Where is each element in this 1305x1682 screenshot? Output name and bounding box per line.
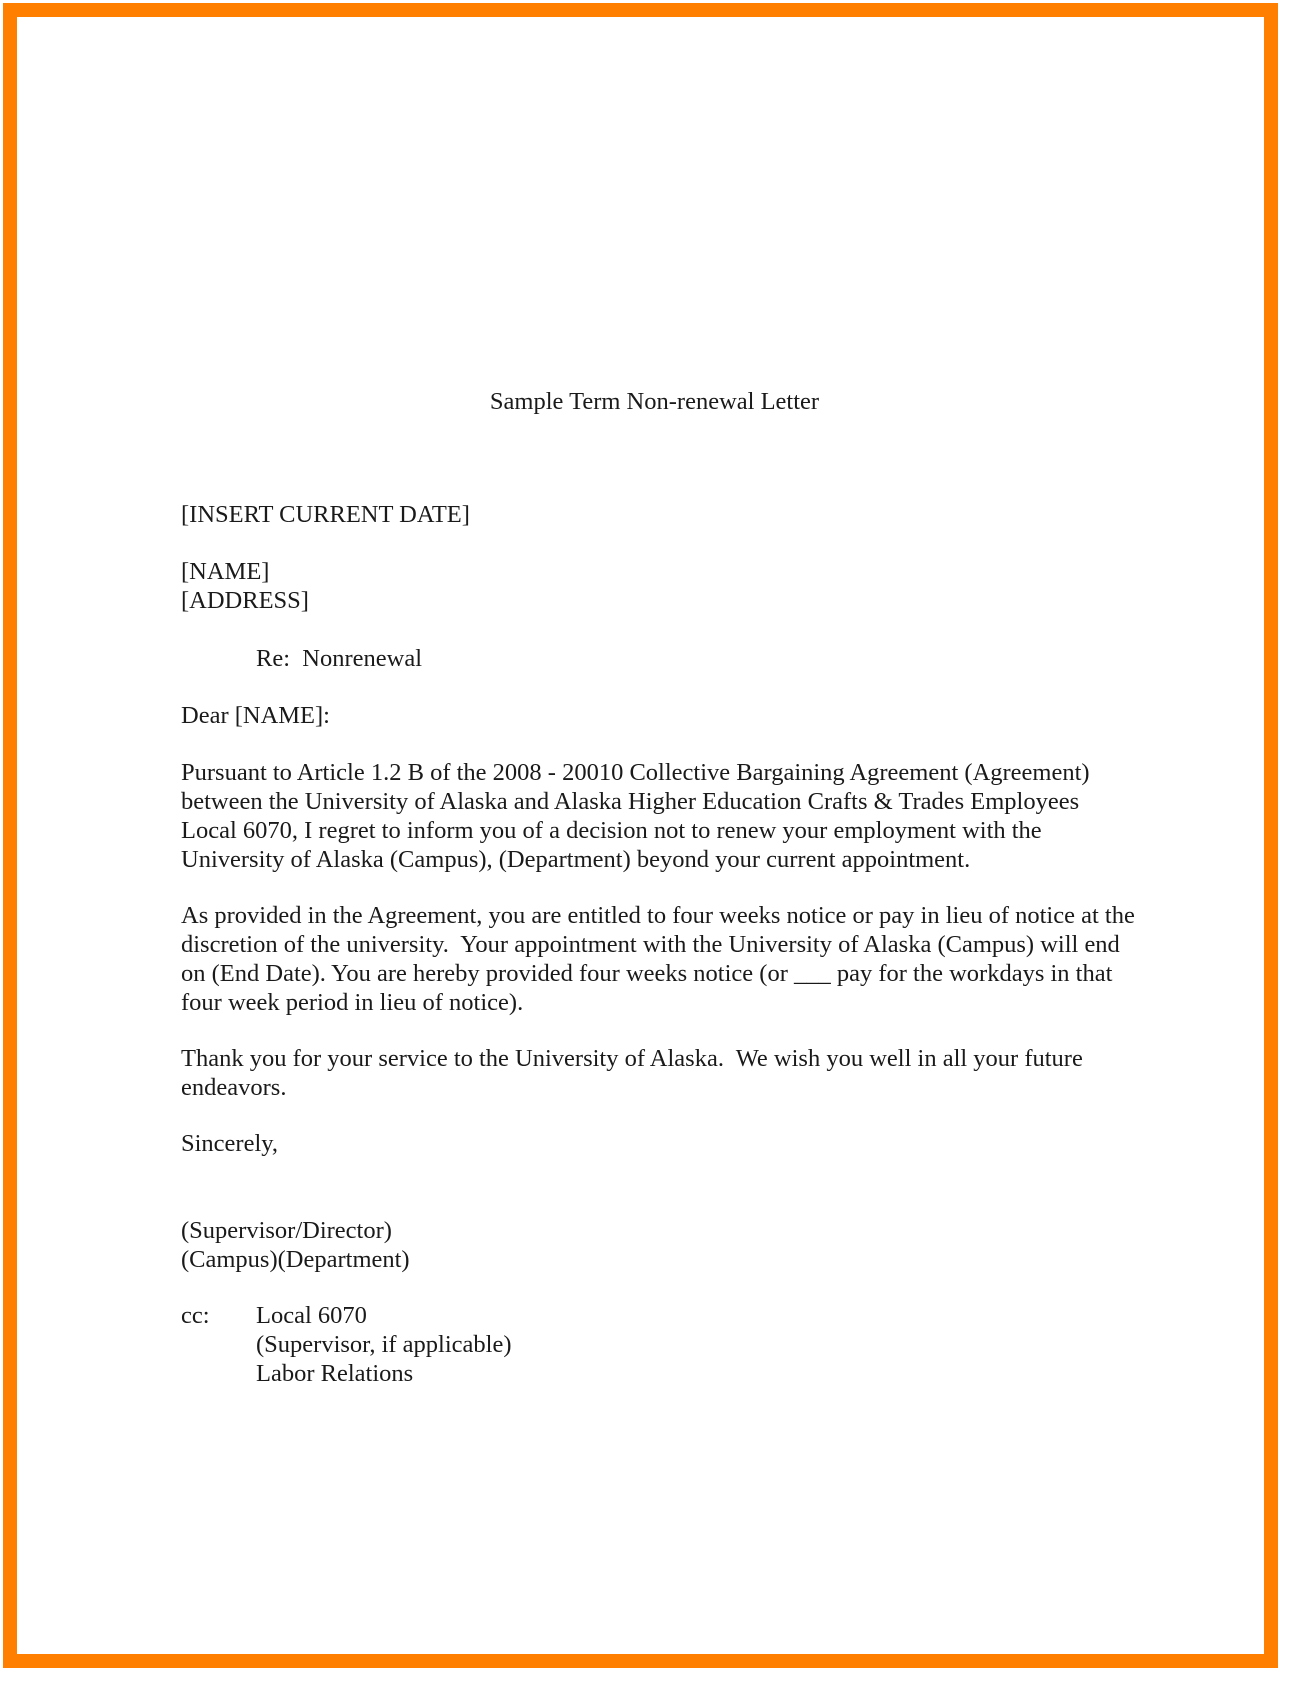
- recipient-address: [ADDRESS]: [181, 587, 309, 614]
- date-text: [INSERT CURRENT DATE]: [181, 501, 470, 528]
- paragraph-line: between the University of Alaska and Alaska Higher Education Crafts & Trades Employees: [181, 788, 1080, 815]
- re-line: [181, 644, 1171, 673]
- cc-label: cc:: [181, 1302, 210, 1329]
- signature-block: [181, 1216, 1171, 1274]
- salutation: [181, 701, 1171, 730]
- closing: [181, 1129, 1171, 1158]
- paragraph-line: Pursuant to Article 1.2 B of the 2008 - 20010 Collective Bargaining Agreement (Agreement): [181, 759, 1090, 786]
- cc-recipient: Local 6070: [256, 1302, 367, 1329]
- re-line-text: Re: Nonrenewal: [256, 645, 422, 672]
- closing-text: Sincerely,: [181, 1130, 279, 1157]
- cc-list: [256, 1301, 512, 1388]
- letter-title: Sample Term Non-renewal Letter: [489, 388, 820, 415]
- cc-block: [181, 1301, 1171, 1388]
- cc-recipient: Labor Relations: [256, 1360, 414, 1387]
- cc-recipient: (Supervisor, if applicable): [256, 1331, 512, 1358]
- recipient-block: [181, 557, 1171, 615]
- recipient-name: [NAME]: [181, 558, 270, 585]
- paragraph-1: [181, 758, 1171, 874]
- salutation-text: Dear [NAME]:: [181, 702, 330, 729]
- paragraph-line: discretion of the university. Your appointment with the University of Alaska (Campus) will end: [181, 931, 1120, 958]
- paragraph-line: four week period in lieu of notice).: [181, 989, 524, 1016]
- cc-row: [181, 1301, 1171, 1388]
- paragraph-line: Thank you for your service to the University of Alaska. We wish you well in all your future: [181, 1045, 1083, 1072]
- letter-page: [17, 17, 1292, 1682]
- paragraph-line: Local 6070, I regret to inform you of a decision not to renew your employment with the: [181, 817, 1042, 844]
- page-border: [3, 3, 1278, 1668]
- signature-title: (Supervisor/Director): [181, 1217, 392, 1244]
- letter-date: [181, 500, 1171, 529]
- paragraph-line: University of Alaska (Campus), (Department) beyond your current appointment.: [181, 846, 971, 873]
- paragraph-line: endeavors.: [181, 1074, 287, 1101]
- paragraph-line: As provided in the Agreement, you are entitled to four weeks notice or pay in lieu of notice at the: [181, 902, 1135, 929]
- signature-unit: (Campus)(Department): [181, 1246, 410, 1273]
- paragraph-2: [181, 901, 1171, 1017]
- paragraph-line: on (End Date). You are hereby provided four weeks notice (or ___ pay for the workdays in that: [181, 960, 1113, 987]
- paragraph-3: [181, 1044, 1171, 1102]
